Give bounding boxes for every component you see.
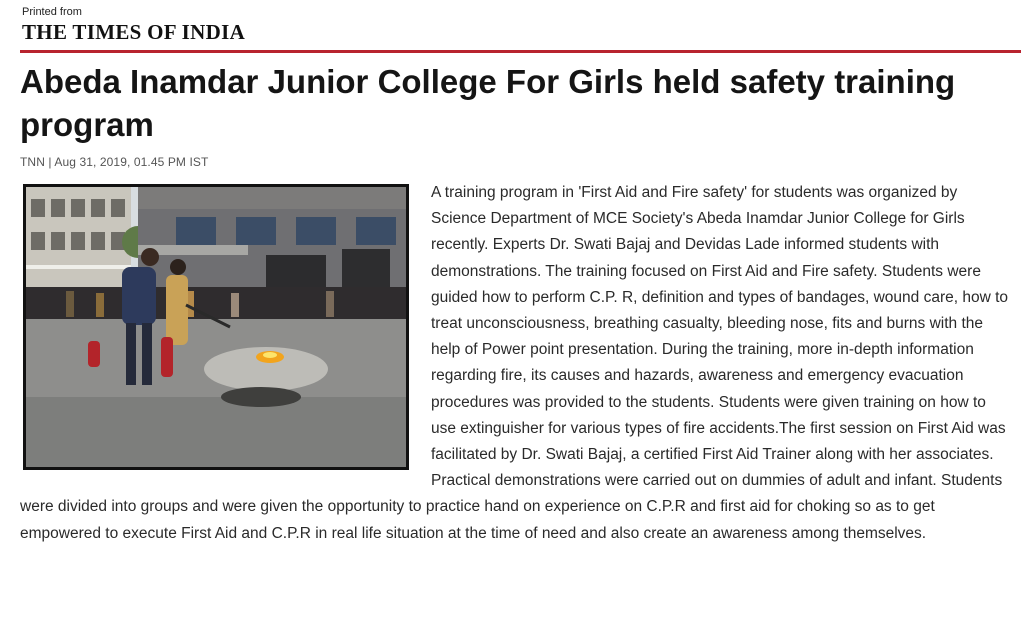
image-spacer (20, 180, 431, 492)
header-divider (20, 50, 1021, 53)
article-headline: Abeda Inamdar Junior College For Girls held safety training program (20, 63, 956, 143)
article-body-container (20, 180, 1010, 547)
printed-from-label: Printed from (22, 6, 82, 18)
article-body: A training program in 'First Aid and Fire safety' for students was organized by Science Department of MCE Society's Abeda Inamdar Junior College for Girls recently. Experts Dr. Swati Bajaj and Devidas Lade informed students with demonstrations. The training focused on First Aid and Fire safety. Students were guided how to perform C.P. R, definition and types of bandages, wound care, how to treat unconsciousness, breathing casualty, bleeding nose, fits and burns with the help of Power point presentation. During the training, more in-depth information regarding fire, its causes and hazards, awareness and emergency evacuation procedures was provided to the students. Students were given training on how to use extinguisher for various types of fire accidents.The first session on First Aid was facilitated by Dr. Swati Bajaj, a certified First Aid Trainer along with her associates. Practical demonstrations were carried out on dummies of adult and infant. Students were divided into groups and were given the opportunity to practice hand on experience on C.P.R and first aid for choking so as to get empowered to execute First Aid and C.P.R in real life situation at the time of need and also create an awareness among themselves. (20, 184, 1009, 542)
masthead (22, 6, 245, 44)
article-byline: TNN | Aug 31, 2019, 01.45 PM IST (20, 155, 209, 169)
newspaper-logo: THE TIMES OF INDIA (22, 20, 246, 44)
